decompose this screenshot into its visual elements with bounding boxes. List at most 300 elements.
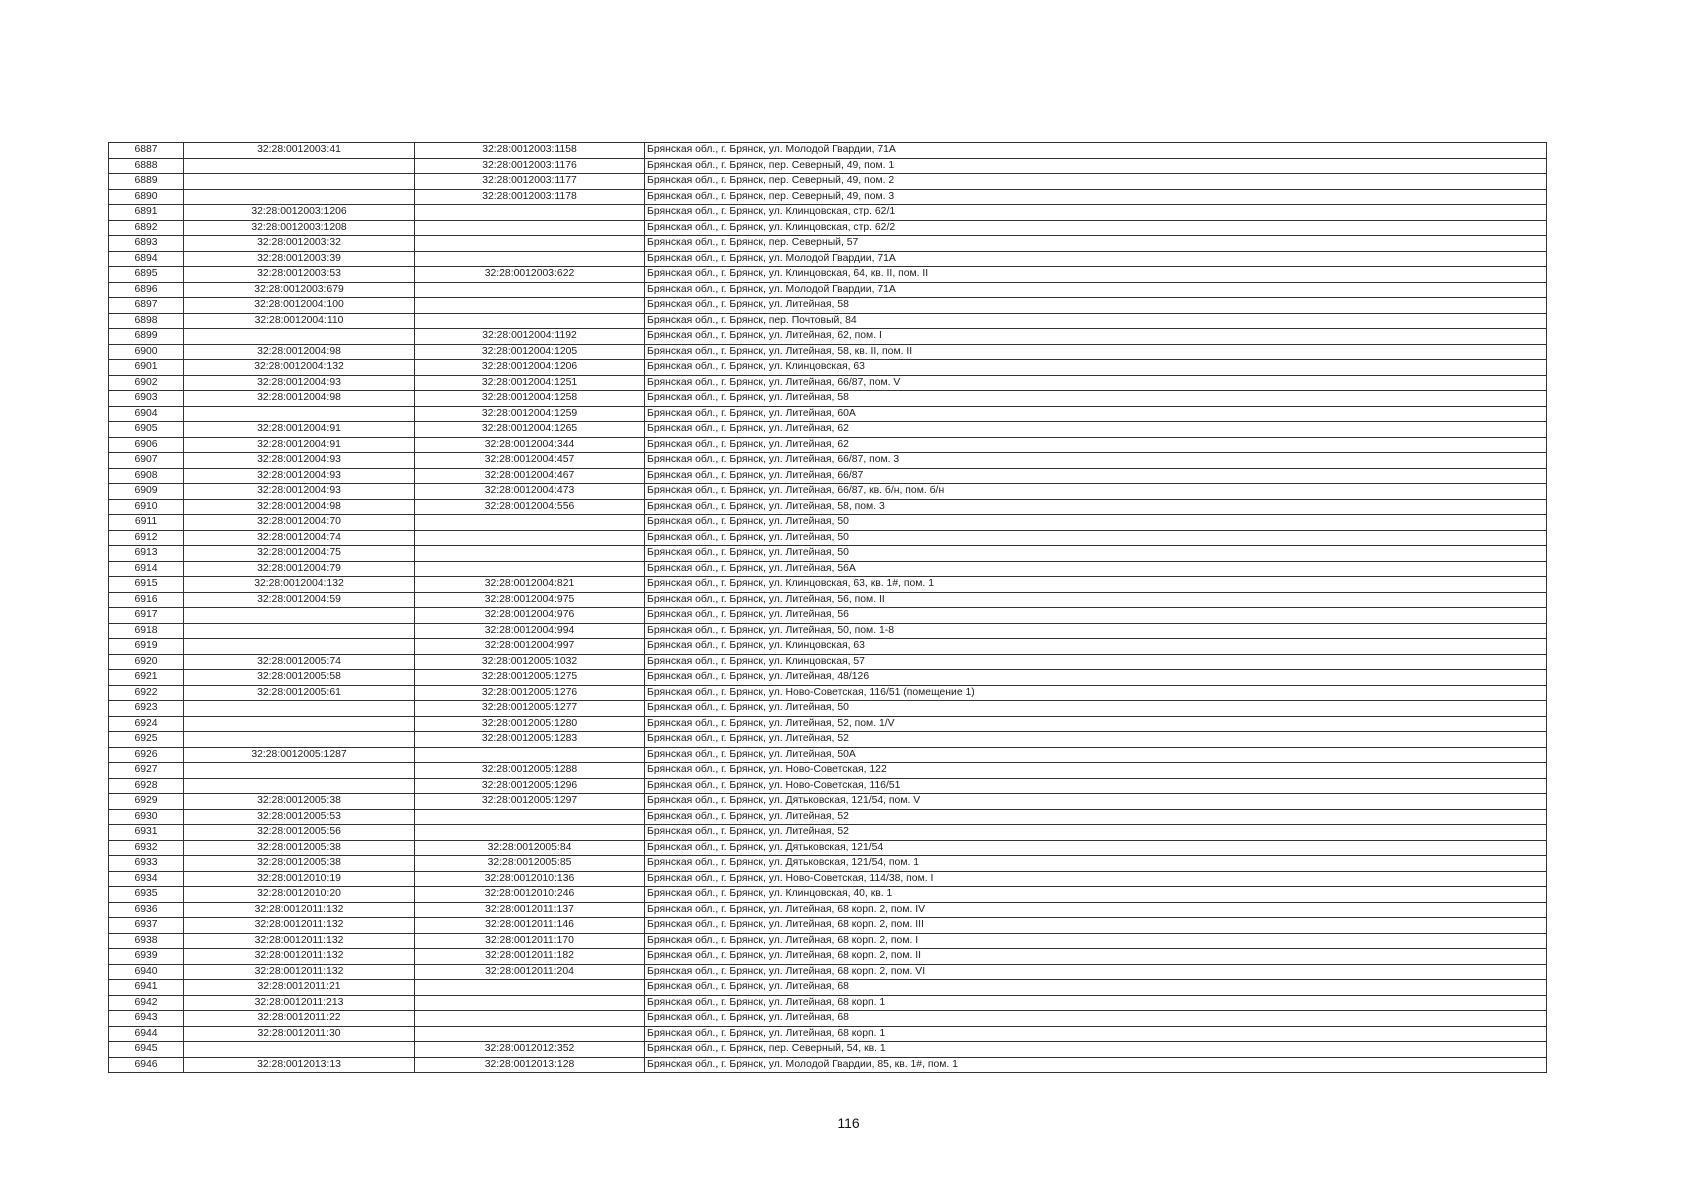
row-number-cell: 6926 (109, 747, 184, 763)
table-row (109, 236, 1547, 252)
row-number-cell: 6916 (109, 592, 184, 608)
object-number-cell: 32:28:0012004:457 (415, 453, 645, 469)
table-row (109, 732, 1547, 748)
address-cell: Брянская обл., г. Брянск, ул. Молодой Гвардии, 85, кв. 1#, пом. 1 (645, 1057, 1547, 1073)
table-row (109, 453, 1547, 469)
address-cell: Брянская обл., г. Брянск, пер. Северный, 49, пом. 2 (645, 174, 1547, 190)
row-number-cell: 6925 (109, 732, 184, 748)
object-number-cell (415, 530, 645, 546)
object-number-cell: 32:28:0012011:170 (415, 933, 645, 949)
object-number-cell: 32:28:0012005:1032 (415, 654, 645, 670)
address-cell: Брянская обл., г. Брянск, ул. Литейная, 52 (645, 732, 1547, 748)
cadastral-registry-table (108, 142, 1547, 1073)
address-cell: Брянская обл., г. Брянск, ул. Дятьковская, 121/54, пом. V (645, 794, 1547, 810)
table-row (109, 220, 1547, 236)
address-cell: Брянская обл., г. Брянск, ул. Клинцовская, стр. 62/1 (645, 205, 1547, 221)
object-number-cell (415, 251, 645, 267)
land-plot-number-cell: 32:28:0012004:93 (184, 468, 415, 484)
table-row (109, 329, 1547, 345)
address-cell: Брянская обл., г. Брянск, ул. Литейная, 50 (645, 530, 1547, 546)
table-row (109, 685, 1547, 701)
object-number-cell: 32:28:0012004:1259 (415, 406, 645, 422)
object-number-cell: 32:28:0012013:128 (415, 1057, 645, 1073)
land-plot-number-cell: 32:28:0012003:1208 (184, 220, 415, 236)
table-row (109, 530, 1547, 546)
address-cell: Брянская обл., г. Брянск, ул. Литейная, 50 (645, 515, 1547, 531)
address-cell: Брянская обл., г. Брянск, ул. Литейная, 60А (645, 406, 1547, 422)
table-row (109, 670, 1547, 686)
land-plot-number-cell: 32:28:0012004:59 (184, 592, 415, 608)
land-plot-number-cell (184, 701, 415, 717)
object-number-cell: 32:28:0012005:1283 (415, 732, 645, 748)
row-number-cell: 6897 (109, 298, 184, 314)
table-row (109, 1026, 1547, 1042)
table-row (109, 515, 1547, 531)
table-row (109, 639, 1547, 655)
address-cell: Брянская обл., г. Брянск, пер. Северный, 49, пом. 3 (645, 189, 1547, 205)
object-number-cell (415, 546, 645, 562)
object-number-cell: 32:28:0012012:352 (415, 1042, 645, 1058)
row-number-cell: 6890 (109, 189, 184, 205)
row-number-cell: 6914 (109, 561, 184, 577)
address-cell: Брянская обл., г. Брянск, ул. Клинцовская, стр. 62/2 (645, 220, 1547, 236)
object-number-cell: 32:28:0012003:622 (415, 267, 645, 283)
address-cell: Брянская обл., г. Брянск, ул. Ново-Советская, 116/51 (помещение 1) (645, 685, 1547, 701)
address-cell: Брянская обл., г. Брянск, ул. Литейная, 68 корп. 2, пом. IV (645, 902, 1547, 918)
row-number-cell: 6937 (109, 918, 184, 934)
row-number-cell: 6899 (109, 329, 184, 345)
land-plot-number-cell: 32:28:0012011:21 (184, 980, 415, 996)
land-plot-number-cell (184, 174, 415, 190)
table-row (109, 360, 1547, 376)
row-number-cell: 6904 (109, 406, 184, 422)
object-number-cell: 32:28:0012004:976 (415, 608, 645, 624)
land-plot-number-cell (184, 1042, 415, 1058)
land-plot-number-cell: 32:28:0012003:679 (184, 282, 415, 298)
row-number-cell: 6939 (109, 949, 184, 965)
address-cell: Брянская обл., г. Брянск, ул. Клинцовская, 63, кв. 1#, пом. 1 (645, 577, 1547, 593)
row-number-cell: 6900 (109, 344, 184, 360)
object-number-cell: 32:28:0012004:344 (415, 437, 645, 453)
land-plot-number-cell: 32:28:0012010:19 (184, 871, 415, 887)
object-number-cell: 32:28:0012005:1296 (415, 778, 645, 794)
table-row (109, 623, 1547, 639)
object-number-cell: 32:28:0012004:1251 (415, 375, 645, 391)
row-number-cell: 6927 (109, 763, 184, 779)
table-row (109, 887, 1547, 903)
address-cell: Брянская обл., г. Брянск, ул. Литейная, 66/87, пом. V (645, 375, 1547, 391)
land-plot-number-cell (184, 406, 415, 422)
address-cell: Брянская обл., г. Брянск, ул. Литейная, 58 (645, 391, 1547, 407)
row-number-cell: 6921 (109, 670, 184, 686)
row-number-cell: 6905 (109, 422, 184, 438)
land-plot-number-cell (184, 716, 415, 732)
address-cell: Брянская обл., г. Брянск, ул. Литейная, 48/126 (645, 670, 1547, 686)
address-cell: Брянская обл., г. Брянск, ул. Ново-Советская, 114/38, пом. I (645, 871, 1547, 887)
table-row (109, 298, 1547, 314)
object-number-cell: 32:28:0012003:1178 (415, 189, 645, 205)
land-plot-number-cell: 32:28:0012005:53 (184, 809, 415, 825)
land-plot-number-cell: 32:28:0012011:132 (184, 902, 415, 918)
row-number-cell: 6930 (109, 809, 184, 825)
land-plot-number-cell (184, 329, 415, 345)
address-cell: Брянская обл., г. Брянск, ул. Литейная, 68 корп. 1 (645, 995, 1547, 1011)
address-cell: Брянская обл., г. Брянск, ул. Литейная, 62, пом. I (645, 329, 1547, 345)
object-number-cell (415, 980, 645, 996)
land-plot-number-cell (184, 189, 415, 205)
object-number-cell (415, 313, 645, 329)
land-plot-number-cell: 32:28:0012004:132 (184, 577, 415, 593)
table-row (109, 794, 1547, 810)
registry-table-body (109, 143, 1547, 1073)
address-cell: Брянская обл., г. Брянск, ул. Клинцовская, 63 (645, 639, 1547, 655)
object-number-cell: 32:28:0012010:246 (415, 887, 645, 903)
land-plot-number-cell: 32:28:0012004:75 (184, 546, 415, 562)
object-number-cell: 32:28:0012004:1258 (415, 391, 645, 407)
land-plot-number-cell: 32:28:0012005:38 (184, 840, 415, 856)
land-plot-number-cell (184, 639, 415, 655)
land-plot-number-cell: 32:28:0012003:41 (184, 143, 415, 159)
table-row (109, 1057, 1547, 1073)
object-number-cell: 32:28:0012011:204 (415, 964, 645, 980)
table-row (109, 933, 1547, 949)
address-cell: Брянская обл., г. Брянск, ул. Литейная, 56 (645, 608, 1547, 624)
table-row (109, 174, 1547, 190)
row-number-cell: 6907 (109, 453, 184, 469)
object-number-cell: 32:28:0012005:1277 (415, 701, 645, 717)
object-number-cell: 32:28:0012005:1275 (415, 670, 645, 686)
object-number-cell: 32:28:0012011:182 (415, 949, 645, 965)
object-number-cell: 32:28:0012011:137 (415, 902, 645, 918)
table-row (109, 561, 1547, 577)
address-cell: Брянская обл., г. Брянск, ул. Литейная, 62 (645, 437, 1547, 453)
table-row (109, 577, 1547, 593)
address-cell: Брянская обл., г. Брянск, ул. Литейная, 66/87, кв. б/н, пом. б/н (645, 484, 1547, 500)
address-cell: Брянская обл., г. Брянск, ул. Дятьковская, 121/54 (645, 840, 1547, 856)
object-number-cell: 32:28:0012011:146 (415, 918, 645, 934)
address-cell: Брянская обл., г. Брянск, пер. Северный, 49, пом. 1 (645, 158, 1547, 174)
table-row (109, 763, 1547, 779)
table-row (109, 902, 1547, 918)
land-plot-number-cell: 32:28:0012004:98 (184, 391, 415, 407)
row-number-cell: 6913 (109, 546, 184, 562)
land-plot-number-cell: 32:28:0012003:53 (184, 267, 415, 283)
object-number-cell (415, 1011, 645, 1027)
row-number-cell: 6918 (109, 623, 184, 639)
table-row (109, 391, 1547, 407)
row-number-cell: 6942 (109, 995, 184, 1011)
land-plot-number-cell: 32:28:0012003:1206 (184, 205, 415, 221)
land-plot-number-cell: 32:28:0012004:79 (184, 561, 415, 577)
land-plot-number-cell: 32:28:0012005:1287 (184, 747, 415, 763)
object-number-cell: 32:28:0012004:556 (415, 499, 645, 515)
object-number-cell (415, 282, 645, 298)
table-row (109, 189, 1547, 205)
land-plot-number-cell: 32:28:0012013:13 (184, 1057, 415, 1073)
row-number-cell: 6910 (109, 499, 184, 515)
address-cell: Брянская обл., г. Брянск, ул. Литейная, 50А (645, 747, 1547, 763)
row-number-cell: 6944 (109, 1026, 184, 1042)
row-number-cell: 6909 (109, 484, 184, 500)
page-number: 116 (837, 1115, 860, 1131)
table-row (109, 158, 1547, 174)
row-number-cell: 6933 (109, 856, 184, 872)
table-row (109, 422, 1547, 438)
object-number-cell: 32:28:0012004:1192 (415, 329, 645, 345)
address-cell: Брянская обл., г. Брянск, ул. Литейная, 52, пом. 1/V (645, 716, 1547, 732)
address-cell: Брянская обл., г. Брянск, пер. Почтовый, 84 (645, 313, 1547, 329)
land-plot-number-cell: 32:28:0012011:132 (184, 964, 415, 980)
object-number-cell: 32:28:0012005:1280 (415, 716, 645, 732)
row-number-cell: 6941 (109, 980, 184, 996)
object-number-cell: 32:28:0012003:1177 (415, 174, 645, 190)
row-number-cell: 6888 (109, 158, 184, 174)
row-number-cell: 6938 (109, 933, 184, 949)
address-cell: Брянская обл., г. Брянск, ул. Литейная, 58, кв. II, пом. II (645, 344, 1547, 360)
row-number-cell: 6929 (109, 794, 184, 810)
row-number-cell: 6946 (109, 1057, 184, 1073)
address-cell: Брянская обл., г. Брянск, ул. Литейная, 62 (645, 422, 1547, 438)
table-row (109, 747, 1547, 763)
address-cell: Брянская обл., г. Брянск, ул. Литейная, 52 (645, 825, 1547, 841)
land-plot-number-cell: 32:28:0012011:132 (184, 933, 415, 949)
address-cell: Брянская обл., г. Брянск, ул. Клинцовская, 63 (645, 360, 1547, 376)
table-row (109, 654, 1547, 670)
table-row (109, 825, 1547, 841)
object-number-cell (415, 809, 645, 825)
table-row (109, 143, 1547, 159)
table-row (109, 778, 1547, 794)
table-row (109, 980, 1547, 996)
land-plot-number-cell: 32:28:0012011:213 (184, 995, 415, 1011)
row-number-cell: 6931 (109, 825, 184, 841)
address-cell: Брянская обл., г. Брянск, ул. Клинцовская, 40, кв. 1 (645, 887, 1547, 903)
object-number-cell: 32:28:0012004:994 (415, 623, 645, 639)
object-number-cell: 32:28:0012003:1158 (415, 143, 645, 159)
land-plot-number-cell (184, 763, 415, 779)
table-row (109, 251, 1547, 267)
address-cell: Брянская обл., г. Брянск, пер. Северный, 54, кв. 1 (645, 1042, 1547, 1058)
object-number-cell: 32:28:0012003:1176 (415, 158, 645, 174)
object-number-cell (415, 236, 645, 252)
row-number-cell: 6928 (109, 778, 184, 794)
address-cell: Брянская обл., г. Брянск, ул. Ново-Советская, 122 (645, 763, 1547, 779)
land-plot-number-cell: 32:28:0012005:38 (184, 856, 415, 872)
table-row (109, 871, 1547, 887)
table-row (109, 406, 1547, 422)
row-number-cell: 6923 (109, 701, 184, 717)
row-number-cell: 6898 (109, 313, 184, 329)
row-number-cell: 6940 (109, 964, 184, 980)
object-number-cell: 32:28:0012004:997 (415, 639, 645, 655)
row-number-cell: 6894 (109, 251, 184, 267)
table-row (109, 1011, 1547, 1027)
table-row (109, 716, 1547, 732)
address-cell: Брянская обл., г. Брянск, ул. Литейная, 56А (645, 561, 1547, 577)
address-cell: Брянская обл., г. Брянск, ул. Литейная, 50, пом. 1-8 (645, 623, 1547, 639)
address-cell: Брянская обл., г. Брянск, ул. Литейная, 68 корп. 1 (645, 1026, 1547, 1042)
object-number-cell (415, 515, 645, 531)
object-number-cell: 32:28:0012004:1265 (415, 422, 645, 438)
land-plot-number-cell: 32:28:0012004:70 (184, 515, 415, 531)
row-number-cell: 6935 (109, 887, 184, 903)
table-row (109, 313, 1547, 329)
address-cell: Брянская обл., г. Брянск, ул. Ново-Советская, 116/51 (645, 778, 1547, 794)
land-plot-number-cell: 32:28:0012004:100 (184, 298, 415, 314)
land-plot-number-cell: 32:28:0012004:91 (184, 422, 415, 438)
row-number-cell: 6889 (109, 174, 184, 190)
land-plot-number-cell: 32:28:0012005:58 (184, 670, 415, 686)
land-plot-number-cell: 32:28:0012003:32 (184, 236, 415, 252)
table-row (109, 995, 1547, 1011)
land-plot-number-cell: 32:28:0012011:132 (184, 918, 415, 934)
land-plot-number-cell: 32:28:0012005:61 (184, 685, 415, 701)
land-plot-number-cell (184, 778, 415, 794)
object-number-cell: 32:28:0012004:1206 (415, 360, 645, 376)
object-number-cell: 32:28:0012005:1288 (415, 763, 645, 779)
row-number-cell: 6902 (109, 375, 184, 391)
address-cell: Брянская обл., г. Брянск, ул. Молодой Гвардии, 71А (645, 251, 1547, 267)
table-row (109, 1042, 1547, 1058)
address-cell: Брянская обл., г. Брянск, ул. Дятьковская, 121/54, пом. 1 (645, 856, 1547, 872)
row-number-cell: 6901 (109, 360, 184, 376)
land-plot-number-cell: 32:28:0012004:74 (184, 530, 415, 546)
row-number-cell: 6906 (109, 437, 184, 453)
table-row (109, 344, 1547, 360)
table-row (109, 592, 1547, 608)
object-number-cell: 32:28:0012005:85 (415, 856, 645, 872)
object-number-cell: 32:28:0012005:1276 (415, 685, 645, 701)
object-number-cell: 32:28:0012005:1297 (415, 794, 645, 810)
land-plot-number-cell (184, 158, 415, 174)
row-number-cell: 6932 (109, 840, 184, 856)
row-number-cell: 6912 (109, 530, 184, 546)
row-number-cell: 6943 (109, 1011, 184, 1027)
row-number-cell: 6896 (109, 282, 184, 298)
table-row (109, 918, 1547, 934)
land-plot-number-cell: 32:28:0012004:91 (184, 437, 415, 453)
row-number-cell: 6922 (109, 685, 184, 701)
address-cell: Брянская обл., г. Брянск, ул. Литейная, 50 (645, 546, 1547, 562)
address-cell: Брянская обл., г. Брянск, ул. Молодой Гвардии, 71А (645, 143, 1547, 159)
address-cell: Брянская обл., г. Брянск, ул. Литейная, 52 (645, 809, 1547, 825)
object-number-cell: 32:28:0012005:84 (415, 840, 645, 856)
land-plot-number-cell: 32:28:0012004:132 (184, 360, 415, 376)
table-row (109, 468, 1547, 484)
land-plot-number-cell: 32:28:0012004:110 (184, 313, 415, 329)
address-cell: Брянская обл., г. Брянск, ул. Молодой Гвардии, 71А (645, 282, 1547, 298)
land-plot-number-cell (184, 732, 415, 748)
land-plot-number-cell (184, 623, 415, 639)
object-number-cell: 32:28:0012010:136 (415, 871, 645, 887)
row-number-cell: 6920 (109, 654, 184, 670)
row-number-cell: 6924 (109, 716, 184, 732)
table-row (109, 484, 1547, 500)
object-number-cell (415, 1026, 645, 1042)
object-number-cell (415, 747, 645, 763)
address-cell: Брянская обл., г. Брянск, ул. Литейная, 66/87, пом. 3 (645, 453, 1547, 469)
row-number-cell: 6936 (109, 902, 184, 918)
land-plot-number-cell: 32:28:0012004:98 (184, 499, 415, 515)
row-number-cell: 6919 (109, 639, 184, 655)
address-cell: Брянская обл., г. Брянск, ул. Литейная, 66/87 (645, 468, 1547, 484)
address-cell: Брянская обл., г. Брянск, ул. Литейная, 50 (645, 701, 1547, 717)
object-number-cell: 32:28:0012004:975 (415, 592, 645, 608)
row-number-cell: 6908 (109, 468, 184, 484)
land-plot-number-cell: 32:28:0012005:38 (184, 794, 415, 810)
row-number-cell: 6893 (109, 236, 184, 252)
row-number-cell: 6915 (109, 577, 184, 593)
table-row (109, 546, 1547, 562)
land-plot-number-cell: 32:28:0012005:74 (184, 654, 415, 670)
row-number-cell: 6895 (109, 267, 184, 283)
object-number-cell (415, 220, 645, 236)
address-cell: Брянская обл., г. Брянск, ул. Клинцовская, 57 (645, 654, 1547, 670)
address-cell: Брянская обл., г. Брянск, ул. Литейная, 68 корп. 2, пом. VI (645, 964, 1547, 980)
table-row (109, 840, 1547, 856)
row-number-cell: 6934 (109, 871, 184, 887)
address-cell: Брянская обл., г. Брянск, пер. Северный, 57 (645, 236, 1547, 252)
land-plot-number-cell: 32:28:0012011:132 (184, 949, 415, 965)
row-number-cell: 6917 (109, 608, 184, 624)
object-number-cell: 32:28:0012004:821 (415, 577, 645, 593)
row-number-cell: 6911 (109, 515, 184, 531)
land-plot-number-cell (184, 608, 415, 624)
object-number-cell (415, 205, 645, 221)
address-cell: Брянская обл., г. Брянск, ул. Литейная, 68 (645, 1011, 1547, 1027)
table-row (109, 964, 1547, 980)
table-row (109, 809, 1547, 825)
row-number-cell: 6892 (109, 220, 184, 236)
object-number-cell (415, 561, 645, 577)
land-plot-number-cell: 32:28:0012011:30 (184, 1026, 415, 1042)
table-row (109, 375, 1547, 391)
table-row (109, 949, 1547, 965)
object-number-cell: 32:28:0012004:473 (415, 484, 645, 500)
address-cell: Брянская обл., г. Брянск, ул. Литейная, 68 корп. 2, пом. I (645, 933, 1547, 949)
table-row (109, 282, 1547, 298)
row-number-cell: 6887 (109, 143, 184, 159)
address-cell: Брянская обл., г. Брянск, ул. Клинцовская, 64, кв. II, пом. II (645, 267, 1547, 283)
land-plot-number-cell: 32:28:0012004:93 (184, 484, 415, 500)
table-row (109, 608, 1547, 624)
row-number-cell: 6891 (109, 205, 184, 221)
table-row (109, 499, 1547, 515)
table-row (109, 267, 1547, 283)
address-cell: Брянская обл., г. Брянск, ул. Литейная, 58 (645, 298, 1547, 314)
object-number-cell (415, 995, 645, 1011)
land-plot-number-cell: 32:28:0012003:39 (184, 251, 415, 267)
table-row (109, 205, 1547, 221)
address-cell: Брянская обл., г. Брянск, ул. Литейная, 68 корп. 2, пом. II (645, 949, 1547, 965)
land-plot-number-cell: 32:28:0012004:93 (184, 453, 415, 469)
row-number-cell: 6945 (109, 1042, 184, 1058)
object-number-cell (415, 825, 645, 841)
address-cell: Брянская обл., г. Брянск, ул. Литейная, 58, пом. 3 (645, 499, 1547, 515)
land-plot-number-cell: 32:28:0012004:93 (184, 375, 415, 391)
land-plot-number-cell: 32:28:0012004:98 (184, 344, 415, 360)
address-cell: Брянская обл., г. Брянск, ул. Литейная, 56, пом. II (645, 592, 1547, 608)
object-number-cell (415, 298, 645, 314)
object-number-cell: 32:28:0012004:1205 (415, 344, 645, 360)
land-plot-number-cell: 32:28:0012010:20 (184, 887, 415, 903)
object-number-cell: 32:28:0012004:467 (415, 468, 645, 484)
land-plot-number-cell: 32:28:0012005:56 (184, 825, 415, 841)
table-row (109, 437, 1547, 453)
land-plot-number-cell: 32:28:0012011:22 (184, 1011, 415, 1027)
row-number-cell: 6903 (109, 391, 184, 407)
address-cell: Брянская обл., г. Брянск, ул. Литейная, 68 (645, 980, 1547, 996)
